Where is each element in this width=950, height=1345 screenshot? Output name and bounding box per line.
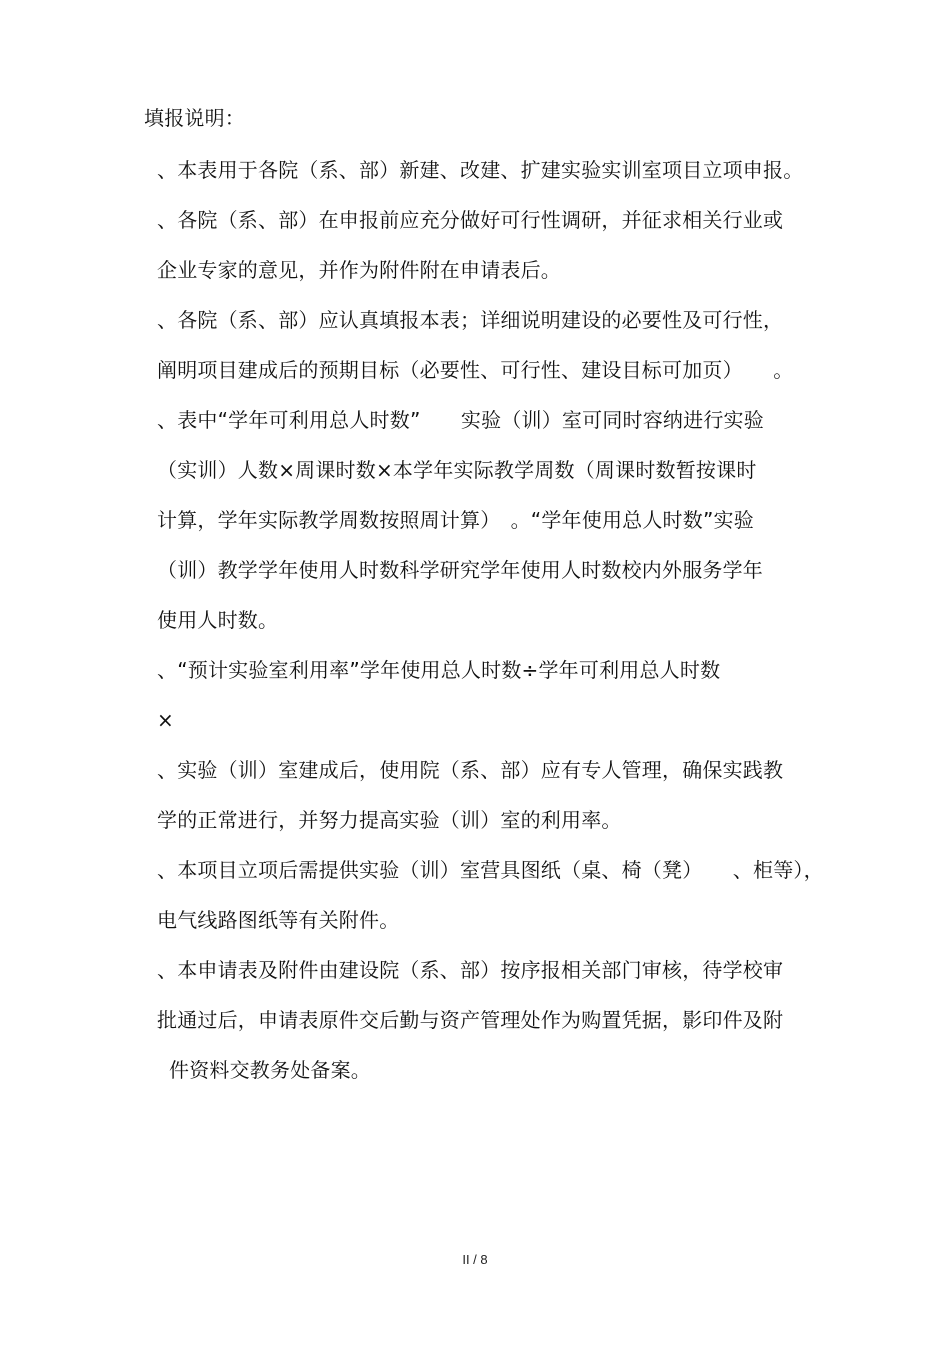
instruction-line: 阐明项目建成后的预期目标（必要性、可行性、建设目标可加页） 。 xyxy=(157,358,794,382)
page-number: II / 8 xyxy=(462,1252,488,1267)
instructions-title: 填报说明： xyxy=(144,106,245,130)
instruction-line: 计算，学年实际教学周数按照周计算） 。“学年使用总人时数”实验 xyxy=(157,508,754,532)
instruction-line: 、本申请表及附件由建设院（系、部）按序报相关部门审核，待学校审 xyxy=(157,958,784,982)
instruction-line: 电气线路图纸等有关附件。 xyxy=(157,908,400,932)
instruction-line: 、各院（系、部）在申报前应充分做好可行性调研，并征求相关行业或 xyxy=(157,208,784,232)
instruction-line: 、本项目立项后需提供实验（训）室营具图纸（桌、椅（凳） 、柜等）， xyxy=(157,858,824,882)
instruction-line: 件资料交教务处备案。 xyxy=(169,1058,371,1082)
instruction-line: 学的正常进行，并努力提高实验（训）室的利用率。 xyxy=(157,808,622,832)
instruction-line: 使用人时数。 xyxy=(157,608,279,632)
instruction-line: （训）教学学年使用人时数科学研究学年使用人时数校内外服务学年 xyxy=(157,558,763,582)
instruction-line: 、实验（训）室建成后，使用院（系、部）应有专人管理，确保实践教 xyxy=(157,758,784,782)
instruction-line: 、本表用于各院（系、部）新建、改建、扩建实验实训室项目立项申报。 xyxy=(157,158,804,182)
instruction-line: 、表中“学年可利用总人时数” 实验（训）室可同时容纳进行实验 xyxy=(157,408,764,432)
instruction-line: 企业专家的意见，并作为附件附在申请表后。 xyxy=(157,258,561,282)
instruction-line: 、“预计实验室利用率”学年使用总人时数÷学年可利用总人时数 xyxy=(157,658,721,682)
instruction-line: （实训）人数×周课时数×本学年实际教学周数（周课时数暂按课时 xyxy=(157,458,757,482)
instruction-line: 批通过后，申请表原件交后勤与资产管理处作为购置凭据，影印件及附 xyxy=(157,1008,784,1032)
instruction-line: 、各院（系、部）应认真填报本表；详细说明建设的必要性及可行性， xyxy=(157,308,784,332)
instruction-line: × xyxy=(157,708,174,732)
